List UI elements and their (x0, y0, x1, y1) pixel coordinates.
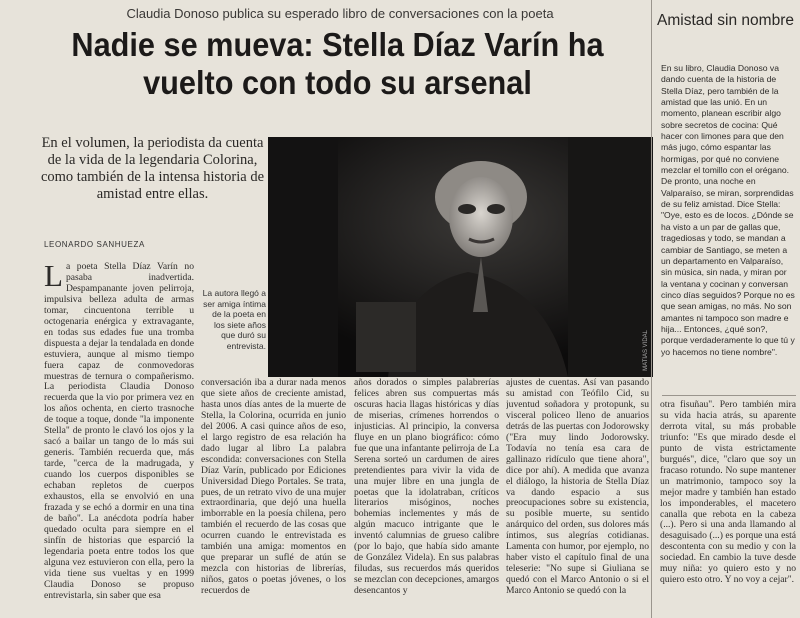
sidebar-text: En su libro, Claudia Donoso va dando cuenta de la historia de Stella Díaz, pero también de la amistad que las unió. En un momento, planean escribir algo sobre secretos de cocina: Qué hacer con limones para que den más jugo, cómo espantar las hormigas, por qué no conviene mezclar el tomillo con el orégano. De pronto, una noche en Valparaíso, se miran, sorprendidas de su feliz amistad. Dice Stella: "Oye, esto es de locos. ¿Dónde se ha visto a un par de gallas que, tragediosas y todo, se mandan a cambiar de Santiago, se meten a un departamento en Valparaíso, sin música, sin nada, y miran por la ventana y cocinan y conversan cinco días seguidos? Porque no es que sean amigas, no más. No son amantes ni tampoco son madre e hija... Entonces, ¿qué son?, porque verdaderamente lo que tú y yo hacemos no tiene nombre". (661, 63, 795, 357)
column-1-text: a poeta Stella Díaz Varín no pasaba inadvertida. Despampanante joven pelirroja, impulsiva belleza adulta de armas tomar, cincuentona terrible u octogenaria enérgica y extravagante, en todas sus edades fue una tromba dispuesta a dejar la tendalada en donde estuviera, aunque al mismo tiempo fuera capaz de conmovedoras muestras de ternura o compañerismo. La periodista Claudia Donoso recuerda que la vio por primera vez en los años ochenta, en cierto trasnoche de toque a toque, donde "la imponente Stella" de pronto le clavó los ojos y la sacó a bailar un tango de lo más sui generis. También recuerda que, más tarde, "cerca de la madrugada, y cuando los cuerpos disponibles se echaban repletos de cuerpos exhaustos, ella se envolvió en una frazada y se echó a dormir en una tina de baño". La anécdota podría haber quedado oculta para siempre en el sinfín de historias que esparció la legendaria poeta entre todos los que alguna vez estuvieron con ella, pero la vida tiene sus vueltas y en 1999 Claudia Donoso se propuso entrevistarla, sin saber que esa (44, 262, 194, 601)
column-2-text: conversación iba a durar nada menos que siete años de creciente amistad, hasta unos días antes de la muerte de Stella, la Colorina, ocurrida en junio del 2006. A casi quince años de eso, el largo registro de esa relación ha dado lugar al libro La palabra escondida: conversaciones con Stella Díaz Varín, publicado por Ediciones Universidad Diego Portales. Se trata, pues, de un retrato vivo de una mujer extraordinaria, que dejó una huella imborrable en la poesía chilena, pero también el recuerdo de las cosas que ocurren cuando le entrevistada es también una amiga: momentos en que preparar un suflé de atún se mezcla con historias de librerías, niños, gatos o poetas jóvenes, o los recuerdos de (201, 378, 346, 597)
article-column-2 (201, 378, 346, 618)
byline: LEONARDO SANHUEZA (44, 240, 145, 249)
sidebar-bottom-rule (662, 395, 796, 396)
portrait-illustration (268, 137, 653, 377)
drop-cap: L (44, 262, 63, 293)
column-3-text: años dorados o simples palabrerías felices abren sus compuertas más oscuras hacia llagas históricas y días de miserias, crímenes horrendos o injusticias. Al principio, la conversa fluye en un plano biográfico: cómo fue que una infantante pelirroja de La Serena sorteó un cardumen de aires pretendientes para vivir la vida de una mujer libre en una jungla de poetas que la idolatraban, críticos literarios misóginos, noches bohemias inclementes y más de algún macuco intrigante que le inventó calumnias de grueso calibre (por lo bajo, que había sido amante de González Videla). En sus palabras filudas, sus recuerdos más queridos se mezclan con decepciones, amargos desencantos y (354, 378, 499, 597)
portrait-photo (268, 137, 653, 377)
photo-caption: La autora llegó a ser amiga íntima de la poeta en los siete años que duró su entrevista. (202, 288, 266, 351)
deck: En el volumen, la periodista da cuenta de la vida de la legendaria Colorina, como también de la intensa historia de amistad entre ellas. (40, 135, 265, 202)
headline: Nadie se mueva: Stella Díaz Varín ha vuelto con todo su arsenal (71, 26, 604, 101)
sidebar-divider (651, 0, 652, 618)
photo-credit: MATÍAS VIDAL (643, 330, 649, 371)
column-5-text: otra fisuñau". Pero también mira su vida hacia atrás, su aparente derrota vital, su más probable triunfo: "Es que mirado desde el punto de vista estrictamente burgués", dice, "claro que soy un fracaso rotundo. No supe mantener un matrimonio, tampoco soy la mejor madre y también han estado los imponderables, el macetero canalla que rebota en la cabeza (...). Pero si una anda llamando al desaguisado (...) es porque una está descontenta con su medio y con la sociedad. En cambio la tuve desde muy niña: yo quiero esto y no quiero esto otro. Y no voy a cejar". (660, 400, 796, 586)
article-column-1 (44, 262, 194, 618)
kicker: Claudia Donoso publica su esperado libro de conversaciones con la poeta (126, 6, 554, 21)
sidebar-title: Amistad sin nombre (657, 12, 794, 29)
column-4-text: ajustes de cuentas. Así van pasando su amistad con Teófilo Cid, su juventud soñadora y protopunk, su visceral policeo lleno de anuarios detrás de las puertas con Jodorowsky ("Era muy lindo Jodorowsky. Todavía no tenía esa cara de gallinazo ridículo que tiene ahora", dice por ahí). A medida que avanza el diálogo, la historia de Stella Díaz va dando espacio a sus preocupaciones sobre su existencia, su posible muerte, su sentido anárquico del orden, sus dolores más íntimos, sus alegrías cotidianas. Lamenta con humor, por ejemplo, no haber visto el capítulo final de una teleserie: "No supe si Giuliana se quedó con el Marco Antonio o si el Marco Antonio se quedó con la (506, 378, 649, 597)
article-column-4 (506, 378, 649, 618)
article-column-5 (660, 400, 796, 618)
article-column-3 (354, 378, 499, 618)
